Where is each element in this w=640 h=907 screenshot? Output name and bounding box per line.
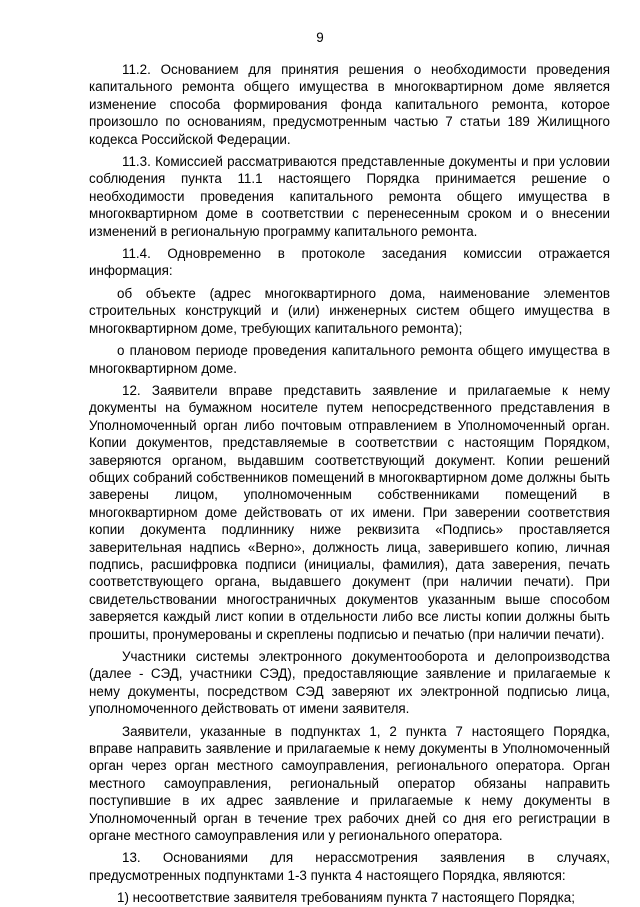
page-number: 9 [316,30,324,45]
paragraph-planned-period: о плановом периоде проведения капитального ремонта общего имущества в многоквартирном доме. [89,343,610,376]
document-body [89,61,610,907]
paragraph-sed-participants: Участники системы электронного документооборота и делопроизводства (далее - СЭД, участники СЭД), предоставляющие заявление и прилагаемые к нему документы, посредством СЭД заверяют их электронной подписью лица, уполномоченного действовать от имени заявителя. [89,649,610,717]
paragraph-11-4: 11.4. Одновременно в протоколе заседания комиссии отражается информация: [89,246,610,279]
paragraph-object-info: об объекте (адрес многоквартирного дома, наименование элементов строительных конструкций и (или) инженерных систем общего имущества в многоквартирном доме, требующих капитального ремонта); [89,285,610,336]
paragraph-12: 12. Заявители вправе представить заявление и прилагаемые к нему документы на бумажном носителе путем непосредственного представления в Уполномоченный орган либо почтовым отправлением в Уполномоченный орган. Копии документов, представляемые в соответствии с настоящим Порядком, заверяются органом, выдавшим соответствующий документ. Копии решений общих собраний собственников помещений в многоквартирном доме должны быть заверены лицом, уполномоченным собственниками помещений в многоквартирном доме действовать от их имени. При заверении соответствия копии документа подлиннику ниже реквизита «Подпись» проставляется заверительная надпись «Верно», должность лица, заверившего копию, личная подпись, расшифровка подписи (инициалы, фамилия), дата заверения, печать соответствующего органа, выдавшего документ (при наличии печати). При свидетельствовании многостраничных документов указанным выше способом заверяется каждый лист копии в отдельности либо все листы копии должны быть прошиты, пронумерованы и скреплены подписью и печатью (при наличии печати). [89,382,610,642]
paragraph-11-3: 11.3. Комиссией рассматриваются представленные документы и при условии соблюдения пункта 11.1 настоящего Порядка принимается решение о необходимости проведения капитального ремонта общего имущества в многоквартирном доме в соответствии с перенесенным сроком и о внесении изменений в региональную программу капитального ремонта. [89,154,610,239]
paragraph-13: 13. Основаниями для нерассмотрения заявления в случаях, предусмотренных подпунктами 1-3 пункта 4 настоящего Порядка, являются: [89,850,610,883]
paragraph-11-2: 11.2. Основанием для принятия решения о необходимости проведения капитального ремонта общего имущества в многоквартирном доме является изменение способа формирования фонда капитального ремонта, которое произошло по основаниям, предусмотренным частью 7 статьи 189 Жилищного кодекса Российской Федерации. [89,62,610,147]
paragraph-applicants: Заявители, указанные в подпунктах 1, 2 пункта 7 настоящего Порядка, вправе направить заявление и прилагаемые к нему документы в Уполномоченный орган через орган местного самоуправления, регионального оператора. Орган местного самоуправления, региональный оператор обязаны направить поступившие в их адрес заявление и прилагаемые к нему документы в Уполномоченный орган в течение трех рабочих дней со дня его регистрации в органе местного самоуправления или у регионального оператора. [89,723,610,844]
paragraph-13-item-1: 1) несоответствие заявителя требованиям пункта 7 настоящего Порядка; [117,890,575,906]
